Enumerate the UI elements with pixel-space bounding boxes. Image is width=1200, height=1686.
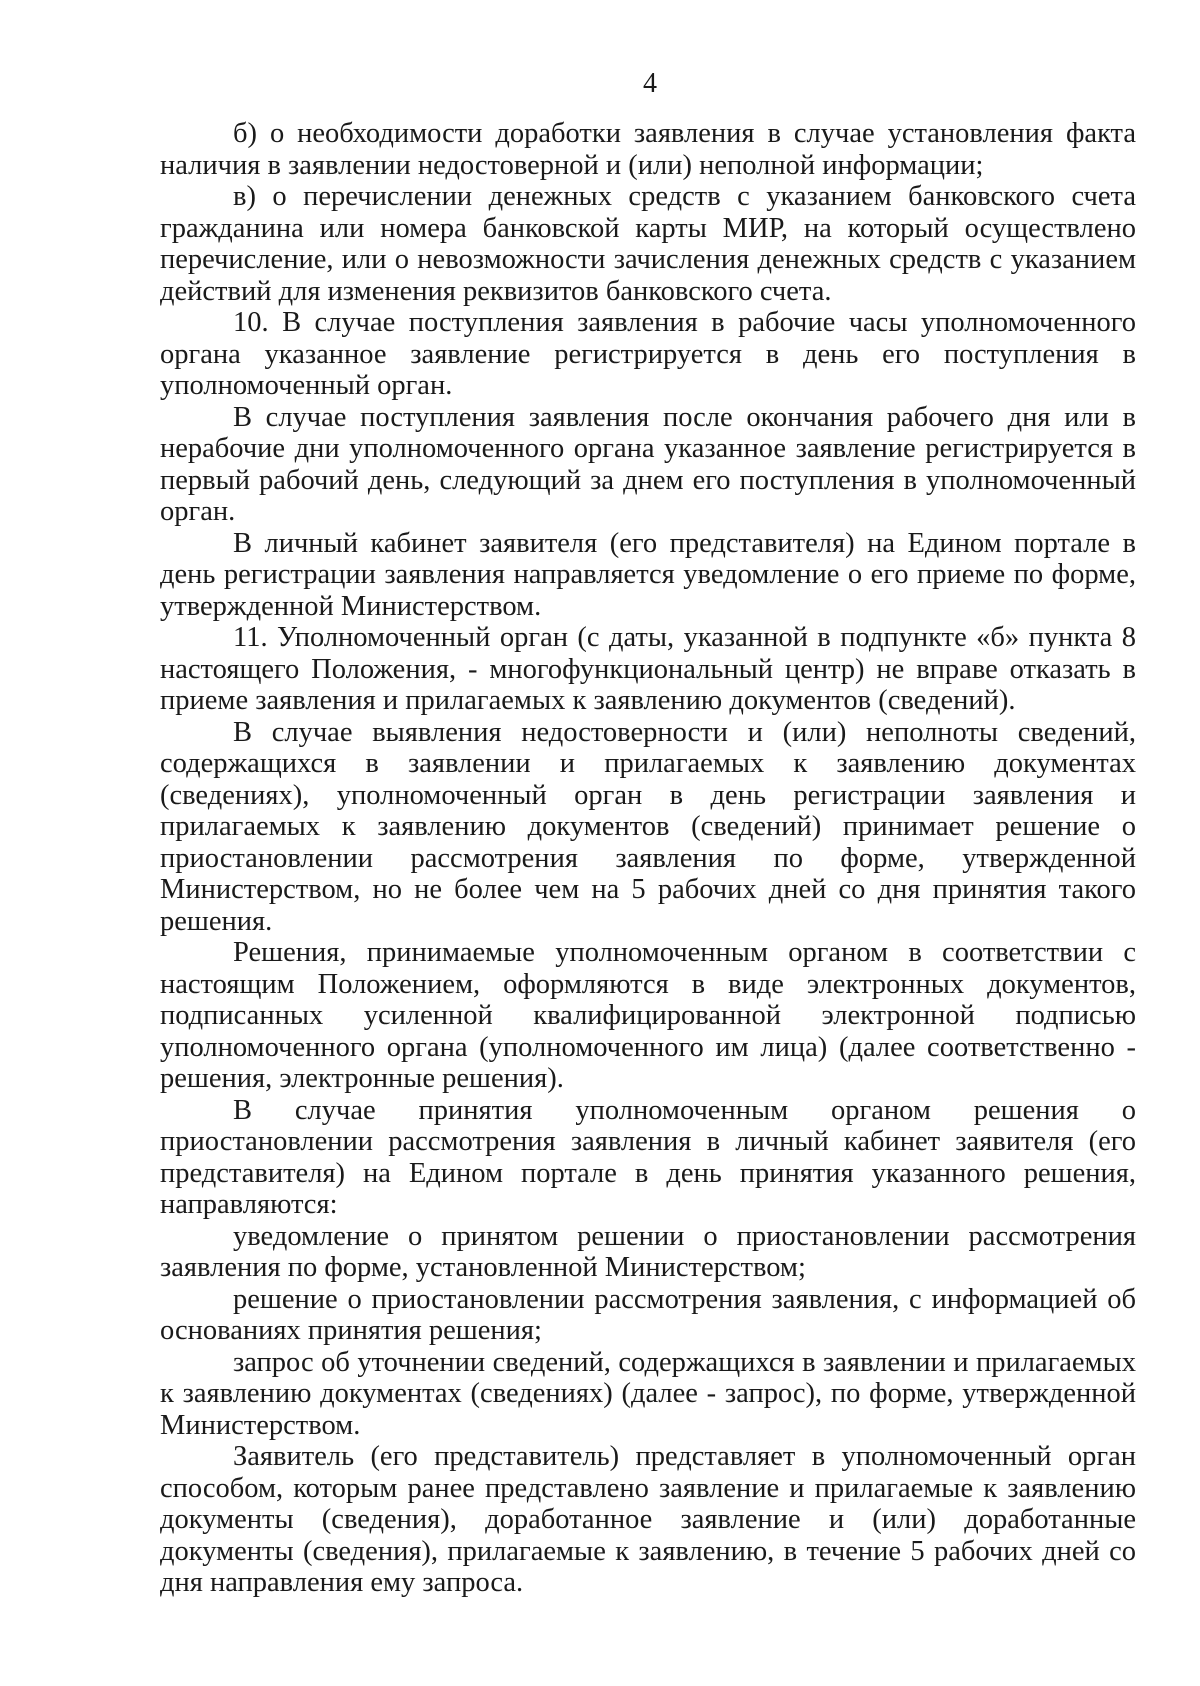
paragraph: Заявитель (его представитель) представляет в уполномоченный орган способом, которым ранее представлено заявление и прилагаемые к заявлению документы (сведения), доработанное заявление и (или) доработанные документы (сведения), прилагаемые к заявлению, в течение 5 рабочих дней со дня направления ему запроса.	[160, 1441, 1136, 1598]
document-body	[160, 118, 1136, 1599]
paragraph: уведомление о принятом решении о приостановлении рассмотрения заявления по форме, установленной Министерством;	[160, 1220, 1136, 1283]
paragraph: В случае поступления заявления после окончания рабочего дня или в нерабочие дни уполномоченного органа указанное заявление регистрируется в первый рабочий день, следующий за днем его поступления в уполномоченный орган.	[160, 401, 1136, 527]
paragraph: в) о перечислении денежных средств с указанием банковского счета гражданина или номера банковской карты МИР, на который осуществлено перечисление, или о невозможности зачисления денежных средств с указанием действий для изменения реквизитов банковского счета.	[160, 181, 1136, 307]
paragraph: б) о необходимости доработки заявления в случае установления факта наличия в заявлении недостоверной и (или) неполной информации;	[160, 118, 1136, 181]
paragraph: 10. В случае поступления заявления в рабочие часы уполномоченного органа указанное заявление регистрируется в день его поступления в уполномоченный орган.	[160, 307, 1136, 401]
paragraph: В случае выявления недостоверности и (или) неполноты сведений, содержащихся в заявлении и прилагаемых к заявлению документах (сведениях), уполномоченный орган в день регистрации заявления и прилагаемых к заявлению документов (сведений) принимает решение о приостановлении рассмотрения заявления по форме, утвержденной Министерством, но не более чем на 5 рабочих дней со дня принятия такого решения.	[160, 716, 1136, 937]
paragraph: Решения, принимаемые уполномоченным органом в соответствии с настоящим Положением, оформляются в виде электронных документов, подписанных усиленной квалифицированной электронной подписью уполномоченного органа (уполномоченного им лица) (далее соответственно - решения, электронные решения).	[160, 937, 1136, 1094]
paragraph: 11. Уполномоченный орган (с даты, указанной в подпункте «б» пункта 8 настоящего Положения, - многофункциональный центр) не вправе отказать в приеме заявления и прилагаемых к заявлению документов (сведений).	[160, 622, 1136, 716]
paragraph: решение о приостановлении рассмотрения заявления, с информацией об основаниях принятия решения;	[160, 1283, 1136, 1346]
paragraph: В случае принятия уполномоченным органом решения о приостановлении рассмотрения заявления в личный кабинет заявителя (его представителя) на Едином портале в день принятия указанного решения, направляются:	[160, 1094, 1136, 1220]
paragraph: запрос об уточнении сведений, содержащихся в заявлении и прилагаемых к заявлению документах (сведениях) (далее - запрос), по форме, утвержденной Министерством.	[160, 1346, 1136, 1441]
paragraph: В личный кабинет заявителя (его представителя) на Едином портале в день регистрации заявления направляется уведомление о его приеме по форме, утвержденной Министерством.	[160, 527, 1136, 622]
page-number: 4	[643, 68, 657, 99]
